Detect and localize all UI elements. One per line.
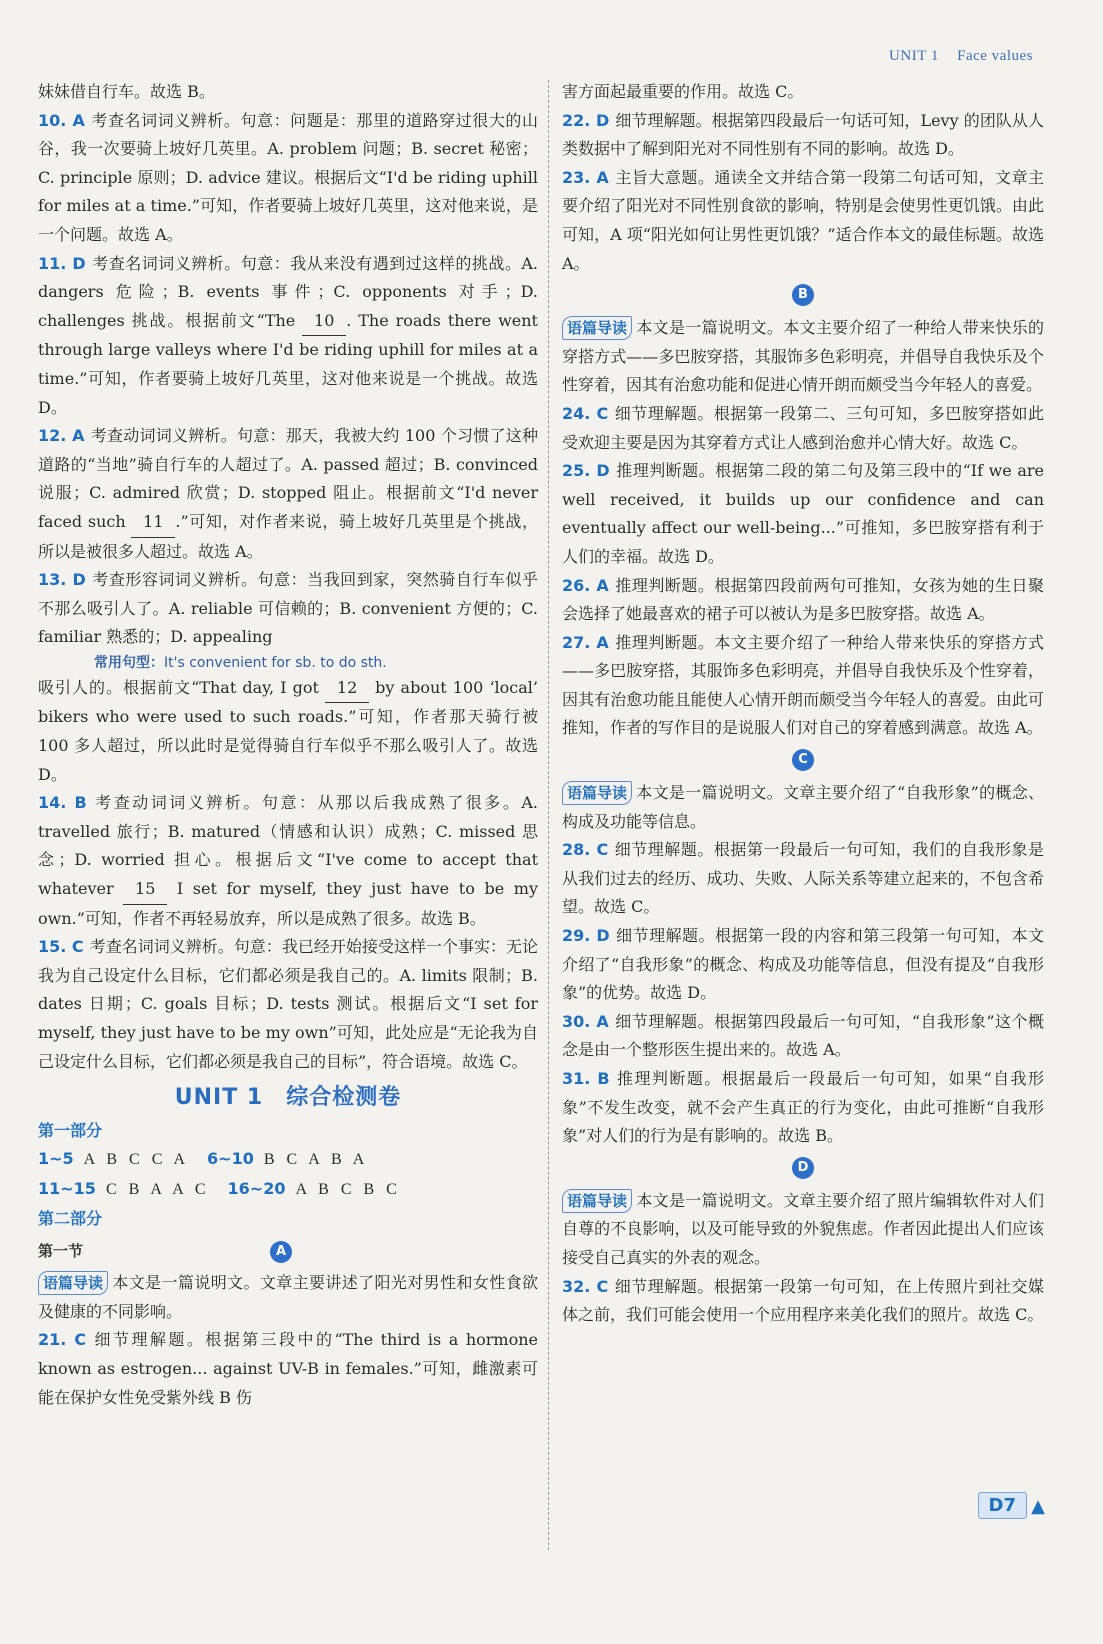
reading-guide-label: 语篇导读: [562, 1189, 632, 1213]
explanation-part: by about 100 ‘local’ bikers who were used to such roads.”可知，作者那天骑行被 100 多人超过，所以此时是觉得骑自行车似乎不那么吸引人了。故选 D。: [38, 677, 538, 784]
question-number: 26. A: [562, 575, 609, 595]
explanation: 考查名词词义辨析。句意：我已经开始接受这样一个事实：无论我为自己设定什么目标，它们都必须是我自己的。A. limits 限制；B. dates 日期；C. goals 目标；D. tests 测试。根据后文“I set for myself, they just have to be my own”可知，此处应是“无论我为自己设定什么目标，它们都必须是我自己的目标”，符合语境。故选 C。: [38, 937, 538, 1071]
reading-guide-text: 本文是一篇说明文。文章主要介绍了照片编辑软件对人们自尊的不良影响，以及可能导致的外貌焦虑。作者因此提出人们应该接受自己真实的外表的观念。: [562, 1190, 1044, 1267]
passage-badge-b: B: [792, 284, 814, 306]
explanation: 考查名词词义辨析。句意：问题是：那里的道路穿过很大的山谷，我一次要骑上坡好几英里。A. problem 问题；B. secret 秘密；C. principle 原则；D. advice 建议。根据后文“I'd be riding uphill for miles at a time.”可知，作者要骑上坡好几英里，这对他来说，是一个问题。故选 A。: [38, 110, 538, 244]
explanation: 细节理解题。根据第一段最后一句可知，我们的自我形象是从我们过去的经历、成功、失败、人际关系等建立起来的，不包含希望。故选 C。: [562, 840, 1044, 917]
question-number: 24. C: [562, 403, 609, 423]
reading-guide-label: 语篇导读: [38, 1271, 108, 1295]
question-number: 11. D: [38, 253, 86, 273]
question-number: 14. B: [38, 793, 87, 813]
reading-guide-text: 本文是一篇说明文。文章主要介绍了“自我形象”的概念、构成及功能等信息。: [562, 783, 1044, 831]
passage-badge-a: A: [270, 1241, 292, 1263]
answer-item-25: [562, 457, 1044, 571]
blank-number: 10: [302, 307, 346, 337]
left-column: [38, 78, 538, 1412]
answer-letters: A B C B C: [295, 1180, 401, 1198]
explanation: 细节理解题。根据第一段第二、三句可知，多巴胺穿搭如此受欢迎主要是因为其穿着方式让人感到治愈并心情大好。故选 C。: [562, 403, 1044, 452]
explanation: 细节理解题。根据第三段中的“The third is a hormone known as estrogen... against UV-B in females.”可知，雌激素可能在保护女性免受紫外线 B 伤: [38, 1330, 538, 1407]
blank-number: 12: [325, 674, 369, 704]
explanation: 推理判断题。根据第四段前两句可推知，女孩为她的生日聚会选择了她最喜欢的裙子可以被认为是多巴胺穿搭。故选 A。: [562, 575, 1044, 624]
answer-item-13-cont: [38, 674, 538, 789]
unit-label: UNIT 1: [889, 48, 939, 64]
answer-item-26: [562, 572, 1044, 629]
question-number: 10. A: [38, 110, 85, 130]
question-number: 31. B: [562, 1069, 610, 1088]
reading-guide-text: 本文是一篇说明文。文章主要讲述了阳光对男性和女性食欲及健康的不同影响。: [38, 1273, 538, 1321]
explanation-part: 吸引人的。根据前文“That day, I got: [38, 677, 326, 697]
explanation: 推理判断题。根据最后一段最后一句可知，如果“自我形象”不发生改变，就不会产生真正的行为变化，由此可推断“自我形象”对人们的行为是有影响的。故选 B。: [562, 1069, 1044, 1146]
explanation-part: I set for myself, they just have to be my own.”可知，作者不再轻易放弃，所以是成熟了很多。故选 B。: [38, 879, 538, 928]
answer-item-12: [38, 422, 538, 566]
sentence-pattern-tip: [38, 652, 538, 674]
unit-title: Face values: [957, 48, 1033, 64]
part-one-label: 第一部分: [38, 1120, 103, 1140]
explanation: 细节理解题。根据第四段最后一句话可知，Levy 的团队从人类数据中了解到阳光对不同性别有不同的影响。故选 D。: [562, 110, 1044, 159]
answer-item-28: [562, 836, 1044, 922]
answer-item-27: [562, 629, 1044, 743]
answer-item-31: [562, 1065, 1044, 1151]
continued-text: 害方面起最重要的作用。故选 C。: [562, 82, 804, 101]
answer-item-22: [562, 107, 1044, 164]
answer-item-15: [38, 933, 538, 1076]
answer-row: [38, 1175, 538, 1205]
blank-number: 15: [123, 875, 167, 905]
answer-letters: C B A A C: [105, 1180, 210, 1198]
answer-range: 11~15: [38, 1178, 96, 1198]
question-number: 29. D: [562, 926, 610, 946]
question-number: 22. D: [562, 110, 610, 130]
explanation: 推理判断题。根据第二段的第二句及第三段中的“If we are well received, it builds up our confidence and can eventually affect our well-being...”可推知，多巴胺穿搭有利于人们的幸福。故选 D。: [562, 461, 1044, 566]
answer-item-10: [38, 107, 538, 250]
section-one-label: 第一节: [38, 1242, 84, 1261]
answer-item-21: [38, 1326, 538, 1412]
explanation: 推理判断题。本文主要介绍了一种给人带来快乐的穿搭方式——多巴胺穿搭，其服饰多色彩明亮，并倡导自我快乐及个性穿着，因其有治愈功能且能使人心情开朗而颇受当今年轻人的喜爱。由此可推知，作者的写作目的是说服人们对自己的穿着感到满意。故选 A。: [562, 632, 1044, 738]
question-number: 25. D: [562, 461, 610, 481]
answer-range: 1~5: [38, 1149, 74, 1169]
answer-letters: A B C C A: [83, 1151, 190, 1169]
passage-d-header: [562, 1151, 1044, 1187]
explanation-part: 考查动词词义辨析。句意：那天，我被大约 100 个习惯了这种道路的“当地”骑自行车的人超过了。A. passed 超过；B. convinced 说服；C. admired 欣赏；D. stopped 阻止。根据前文“I'd never faced such: [38, 426, 538, 531]
answer-item-32: [562, 1273, 1044, 1330]
blank-number: 11: [131, 508, 175, 538]
answer-range: 6~10: [207, 1149, 254, 1169]
answer-item-24: [562, 400, 1044, 457]
passage-c-header: [562, 743, 1044, 779]
explanation: 主旨大意题。通读全文并结合第一段第二句话可知，文章主要介绍了阳光对不同性别食欲的影响，特别是会使男性更饥饿。由此可知，A 项“阳光如何让男性更饥饿？”适合作本文的最佳标题。故选 A。: [562, 167, 1044, 273]
reading-guide-d: [562, 1187, 1044, 1273]
passage-badge-d: D: [792, 1157, 814, 1179]
question-number: 13. D: [38, 570, 86, 590]
passage-a-row: [38, 1233, 538, 1269]
tip-label: 常用句型：: [94, 654, 164, 671]
explanation-part: .”可知，对作者来说，骑上坡好几英里是个挑战，所以是被很多人超过。故选 A。: [38, 511, 538, 561]
right-column: [562, 78, 1044, 1330]
reading-guide-b: [562, 314, 1044, 400]
answer-item-30: [562, 1008, 1044, 1065]
reading-guide-text: 本文是一篇说明文。本文主要介绍了一种给人带来快乐的穿搭方式——多巴胺穿搭，其服饰多色彩明亮，并倡导自我快乐及个性穿着，因其有治愈功能和促进心情开朗而颇受当今年轻人的喜爱。: [562, 318, 1044, 395]
answer-item-23: [562, 164, 1044, 278]
question-number: 27. A: [562, 632, 609, 652]
question-number: 30. A: [562, 1011, 609, 1031]
question-number: 23. A: [562, 167, 609, 187]
question-number: 15. C: [38, 937, 84, 957]
section-title: UNIT 1 综合检测卷: [174, 1085, 402, 1111]
answer-letters: B C A B A: [263, 1151, 369, 1169]
continued-text: 妹妹借自行车。故选 B。: [38, 82, 215, 101]
question-number: 21. C: [38, 1330, 87, 1350]
answer-row: [38, 1145, 538, 1175]
answer-range: 16~20: [227, 1178, 286, 1198]
answer-item-11: [38, 250, 538, 423]
question-number: 12. A: [38, 426, 85, 446]
explanation: 细节理解题。根据第一段的内容和第三段第一句可知，本文介绍了“自我形象”的概念、构成及功能等信息，但没有提及“自我形象”的优势。故选 D。: [562, 926, 1044, 1003]
reading-guide-c: [562, 779, 1044, 836]
part-two-label: 第二部分: [38, 1208, 103, 1228]
column-divider: [548, 80, 549, 1550]
passage-badge-c: C: [792, 749, 814, 771]
explanation-part: 考查动词词义辨析。句意：从那以后我成熟了很多。A. travelled 旅行；B. matured（情感和认识）成熟；C. missed 思念；D. worried 担心。根据后文“I've come to accept that whatever: [38, 793, 538, 899]
reading-guide-label: 语篇导读: [562, 781, 632, 805]
explanation-part: . The roads there went through large valleys where I'd be riding uphill for miles at a time.”可知，作者要骑上坡好几英里，这对他来说是一个挑战。故选 D。: [38, 310, 538, 417]
explanation-part: 考查名词词义辨析。句意：我从来没有遇到过这样的挑战。A. dangers 危险；B. events 事件；C. opponents 对手；D. challenges 挑战。根据前文“The: [38, 253, 538, 330]
reading-guide-label: 语篇导读: [562, 316, 632, 340]
passage-b-header: [562, 278, 1044, 314]
tip-text: It's convenient for sb. to do sth.: [164, 654, 387, 671]
question-number: 32. C: [562, 1276, 609, 1296]
explanation-part: 考查形容词词义辨析。句意：当我回到家，突然骑自行车似乎不那么吸引人了。A. reliable 可信赖的；B. convenient 方便的；C. familiar 熟悉的；D. appealing: [38, 570, 538, 647]
answer-item-13: [38, 566, 538, 652]
page-header: [889, 48, 1033, 65]
page-number: D7: [978, 1492, 1027, 1519]
question-number: 28. C: [562, 840, 609, 860]
explanation: 细节理解题。根据第一段第一句可知，在上传照片到社交媒体之前，我们可能会使用一个应用程序来美化我们的照片。故选 C。: [562, 1276, 1044, 1325]
arrow-icon: ▲: [1031, 1496, 1045, 1517]
explanation: 细节理解题。根据第四段最后一句可知，“自我形象”这个概念是由一个整形医生提出来的。故选 A。: [562, 1011, 1044, 1060]
answer-item-14: [38, 789, 538, 933]
reading-guide-a: [38, 1269, 538, 1326]
answer-item-29: [562, 922, 1044, 1008]
